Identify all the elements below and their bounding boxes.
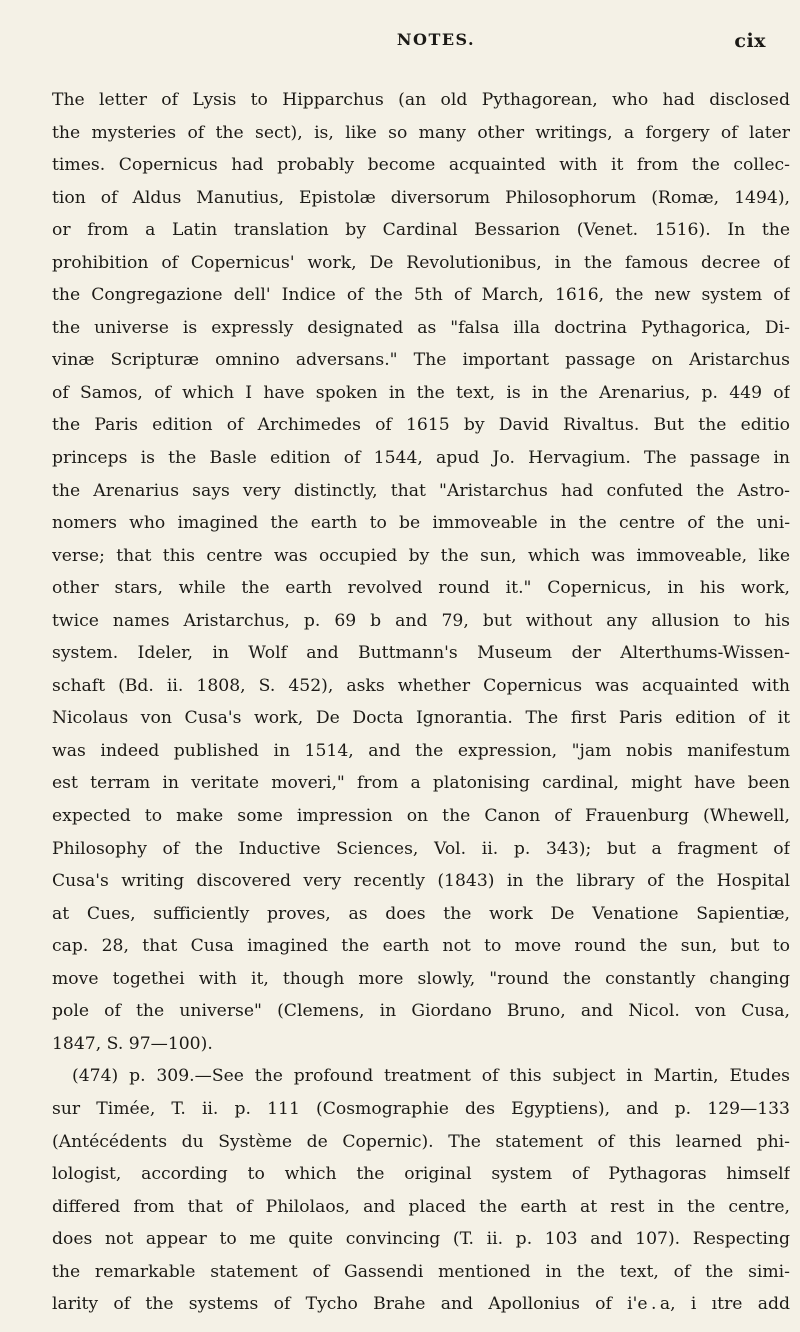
text-line: sur Timée, T. ii. p. 111 (Cosmographie des Egyptiens), and p. 129—133 [52, 1098, 790, 1119]
text-line: the mysteries of the sect), is, like so many other writings, a forgery of later [52, 122, 790, 143]
text-line: Nicolaus von Cusa's work, De Docta Ignorantia. The first Paris edition of it [52, 708, 790, 729]
text-line: est terram in veritate moveri," from a platonising cardinal, might have been [52, 773, 790, 794]
text-line: twice names Aristarchus, p. 69 b and 79, but without any allusion to his [52, 610, 790, 631]
footnote-first-line [52, 1060, 790, 1093]
text-line: or from a Latin translation by Cardinal Bessarion (Venet. 1516). In the [52, 220, 790, 241]
text-line: the Arenarius says very distinctly, that "Aristarchus had confuted the Astro- [52, 480, 790, 501]
text-line: vinæ Scripturæ omnino adversans." The important passage on Aristarchus [52, 350, 790, 371]
text-line: lologist, according to which the original system of Pythagoras himself [52, 1164, 790, 1185]
text-line: move togethei with it, though more slowly, "round the constantly changing [52, 968, 790, 989]
text-line: of Samos, of which I have spoken in the text, is in the Arenarius, p. 449 of [52, 382, 790, 403]
footnote-line-text: p. 309.—See the profound treatment of this subject in Martin, Etudes [129, 1066, 790, 1087]
text-line: nomers who imagined the earth to be immoveable in the centre of the uni- [52, 513, 790, 534]
text-line: was indeed published in 1514, and the expression, "jam nobis manifestum [52, 740, 790, 761]
text-line: expected to make some impression on the Canon of Frauenburg (Whewell, [52, 806, 790, 827]
text-line: pole of the universe" (Clemens, in Giordano Bruno, and Nicol. von Cusa, [52, 1001, 790, 1022]
text-line: schaft (Bd. ii. 1808, S. 452), asks whether Copernicus was acquainted with [52, 675, 790, 696]
text-line: other stars, while the earth revolved round it." Copernicus, in his work, [52, 578, 790, 599]
text-line: cap. 28, that Cusa imagined the earth not to move round the sun, but to [52, 936, 790, 957]
text-line: Cusa's writing discovered very recently (1843) in the library of the Hospital [52, 871, 790, 892]
text-line: does not appear to me quite convincing (T. ii. p. 103 and 107). Respecting [52, 1229, 790, 1250]
page-header [52, 30, 780, 60]
text-line: at Cues, sufficiently proves, as does the work De Venatione Sapientiæ, [52, 903, 790, 924]
text-line: the Congregazione dell' Indice of the 5th of March, 1616, the new system of [52, 285, 790, 306]
notes-body [52, 84, 790, 1321]
text-line: 1847, S. 97—100). [52, 1033, 213, 1054]
text-line: princeps is the Basle edition of 1544, apud Jo. Hervagium. The passage in [52, 448, 790, 469]
text-line: the Paris edition of Archimedes of 1615 by David Rivaltus. But the editio [52, 415, 790, 436]
page-number: cix [734, 30, 766, 52]
text-line: differed from that of Philolaos, and placed the earth at rest in the centre, [52, 1196, 790, 1217]
text-line: (Antécédents du Système de Copernic). The statement of this learned phi- [52, 1131, 790, 1152]
text-line: verse; that this centre was occupied by the sun, which was immoveable, like [52, 545, 790, 566]
text-line: The letter of Lysis to Hipparchus (an old Pythagorean, who had disclosed [52, 90, 790, 110]
text-line: system. Ideler, in Wolf and Buttmann's Museum der Alterthums-Wissen- [52, 643, 790, 664]
running-head: NOTES. [396, 30, 476, 49]
footnote-marker: (474) [72, 1066, 119, 1087]
text-line: the remarkable statement of Gassendi mentioned in the text, of the simi- [52, 1261, 790, 1282]
text-line: larity of the systems of Tycho Brahe and Apollonius of i'e . a, i ıtre add [52, 1294, 790, 1315]
text-line: times. Copernicus had probably become acquainted with it from the collec- [52, 155, 790, 176]
text-line: Philosophy of the Inductive Sciences, Vol. ii. p. 343); but a fragment of [52, 838, 790, 859]
text-line: tion of Aldus Manutius, Epistolæ diversorum Philosophorum (Romæ, 1494), [52, 187, 790, 208]
text-line: the universe is expressly designated as "falsa illa doctrina Pythagorica, Di- [52, 317, 790, 338]
text-line: prohibition of Copernicus' work, De Revolutionibus, in the famous decree of [52, 252, 790, 273]
